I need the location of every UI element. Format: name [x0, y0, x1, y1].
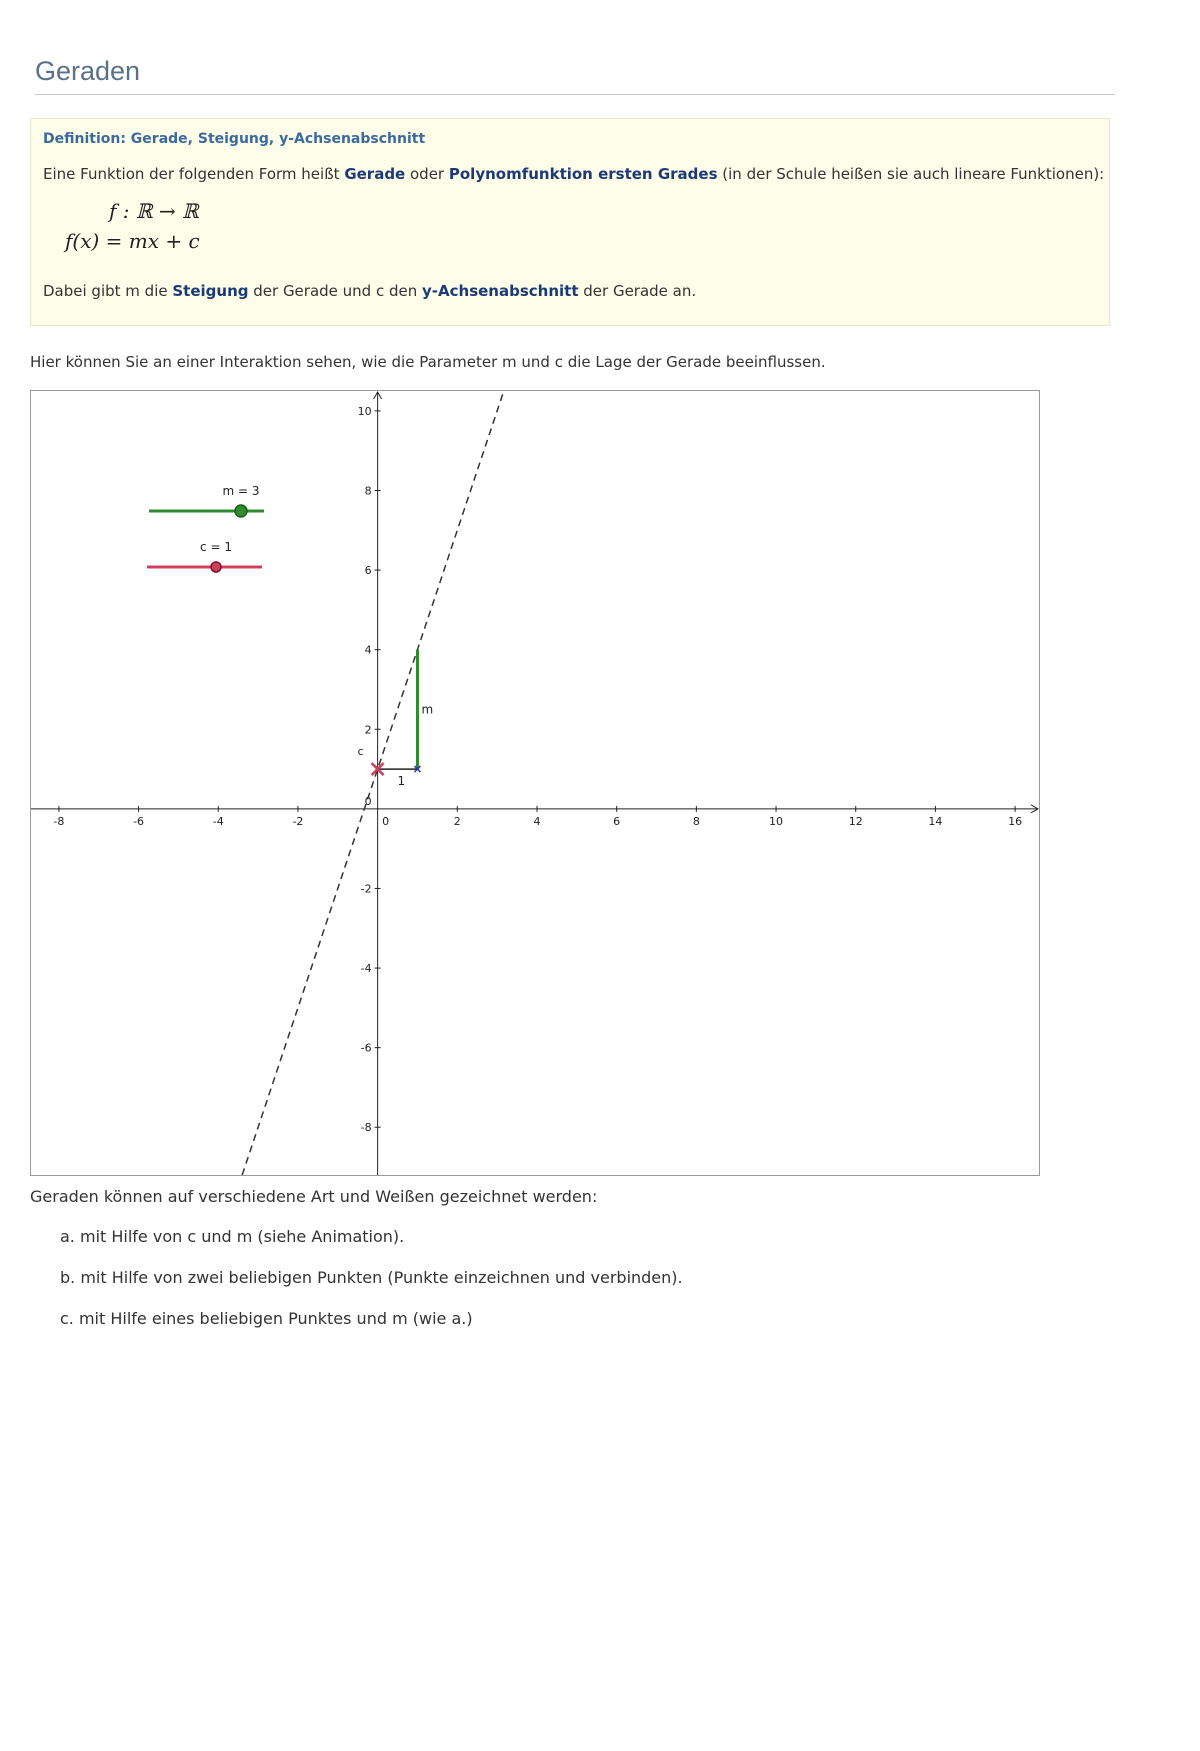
method-item: b. mit Hilfe von zwei beliebigen Punkten (Punkte einzeichnen und verbinden). — [60, 1268, 683, 1287]
coordinate-plot[interactable] — [31, 391, 1039, 1175]
definition-title: Definition: Gerade, Steigung, y-Achsenabschnitt — [43, 131, 426, 147]
x-tick-label: -4 — [212, 814, 224, 828]
x-tick-label: 0 — [382, 814, 390, 828]
x-tick-label: -6 — [133, 814, 145, 828]
x-tick-label: 8 — [692, 814, 700, 828]
term-polynomfunktion-link[interactable]: Polynomfunktion ersten Grades — [448, 165, 718, 183]
x-tick-label: 16 — [1008, 814, 1023, 828]
x-tick-label: 10 — [769, 814, 784, 828]
slider-c-label: c = 1 — [200, 540, 232, 554]
math-formula: f(x) = mx + c — [65, 229, 200, 253]
y-tick-label: 10 — [357, 404, 372, 418]
slider-m-label: m = 3 — [222, 484, 260, 498]
run-label: 1 — [397, 774, 406, 789]
x-tick-label: 14 — [928, 814, 943, 828]
def-text-part: der Gerade und c den — [248, 282, 423, 300]
term-y-achsenabschnitt-link[interactable]: y-Achsenabschnitt — [422, 282, 579, 300]
y-tick-label: 6 — [364, 564, 372, 578]
x-tick-label: 4 — [533, 814, 541, 828]
y-tick-label: 4 — [364, 643, 372, 657]
origin-label: 0 — [364, 794, 372, 808]
x-tick-label: 2 — [453, 814, 461, 828]
method-item: a. mit Hilfe von c und m (siehe Animation). — [60, 1227, 405, 1246]
def-text-part: (in der Schule heißen sie auch lineare Funktionen): — [717, 165, 1105, 183]
method-item: c. mit Hilfe eines beliebigen Punktes und m (wie a.) — [60, 1309, 473, 1328]
y-tick-label: -4 — [360, 962, 372, 976]
y-tick-label: 8 — [364, 484, 372, 498]
methods-list — [60, 1216, 683, 1339]
def-text-part: oder — [405, 165, 449, 183]
definition-text-2 — [43, 282, 696, 300]
def-text-part: Dabei gibt m die — [43, 282, 173, 300]
def-text-part: Eine Funktion der folgenden Form heißt — [43, 165, 345, 183]
page-title: Geraden — [35, 56, 141, 86]
intro-text: Hier können Sie an einer Interaktion sehen, wie die Parameter m und c die Lage der Gerade beeinflussen. — [30, 353, 826, 371]
function-line — [242, 391, 504, 1175]
definition-text-1 — [43, 165, 1104, 183]
title-divider — [35, 94, 1115, 95]
intercept-label: c — [357, 745, 364, 759]
definition-box — [30, 118, 1110, 326]
term-steigung-link[interactable]: Steigung — [172, 282, 249, 300]
def-text-part: der Gerade an. — [578, 282, 697, 300]
x-tick-label: -2 — [292, 814, 304, 828]
slider-c-handle[interactable] — [211, 562, 221, 572]
x-tick-label: 12 — [848, 814, 863, 828]
x-tick-label: -8 — [53, 814, 65, 828]
y-tick-label: -8 — [360, 1121, 372, 1135]
y-tick-label: -6 — [360, 1041, 372, 1055]
y-tick-label: 2 — [364, 723, 372, 737]
x-tick-label: 6 — [613, 814, 621, 828]
math-mapping: f : ℝ → ℝ — [109, 199, 199, 223]
term-gerade-link[interactable]: Gerade — [344, 165, 406, 183]
after-text: Geraden können auf verschiedene Art und Weißen gezeichnet werden: — [30, 1187, 598, 1206]
slope-label: m — [421, 702, 434, 717]
slider-m-handle[interactable] — [235, 505, 247, 517]
y-tick-label: -2 — [360, 882, 372, 896]
geogebra-applet[interactable] — [30, 390, 1040, 1176]
